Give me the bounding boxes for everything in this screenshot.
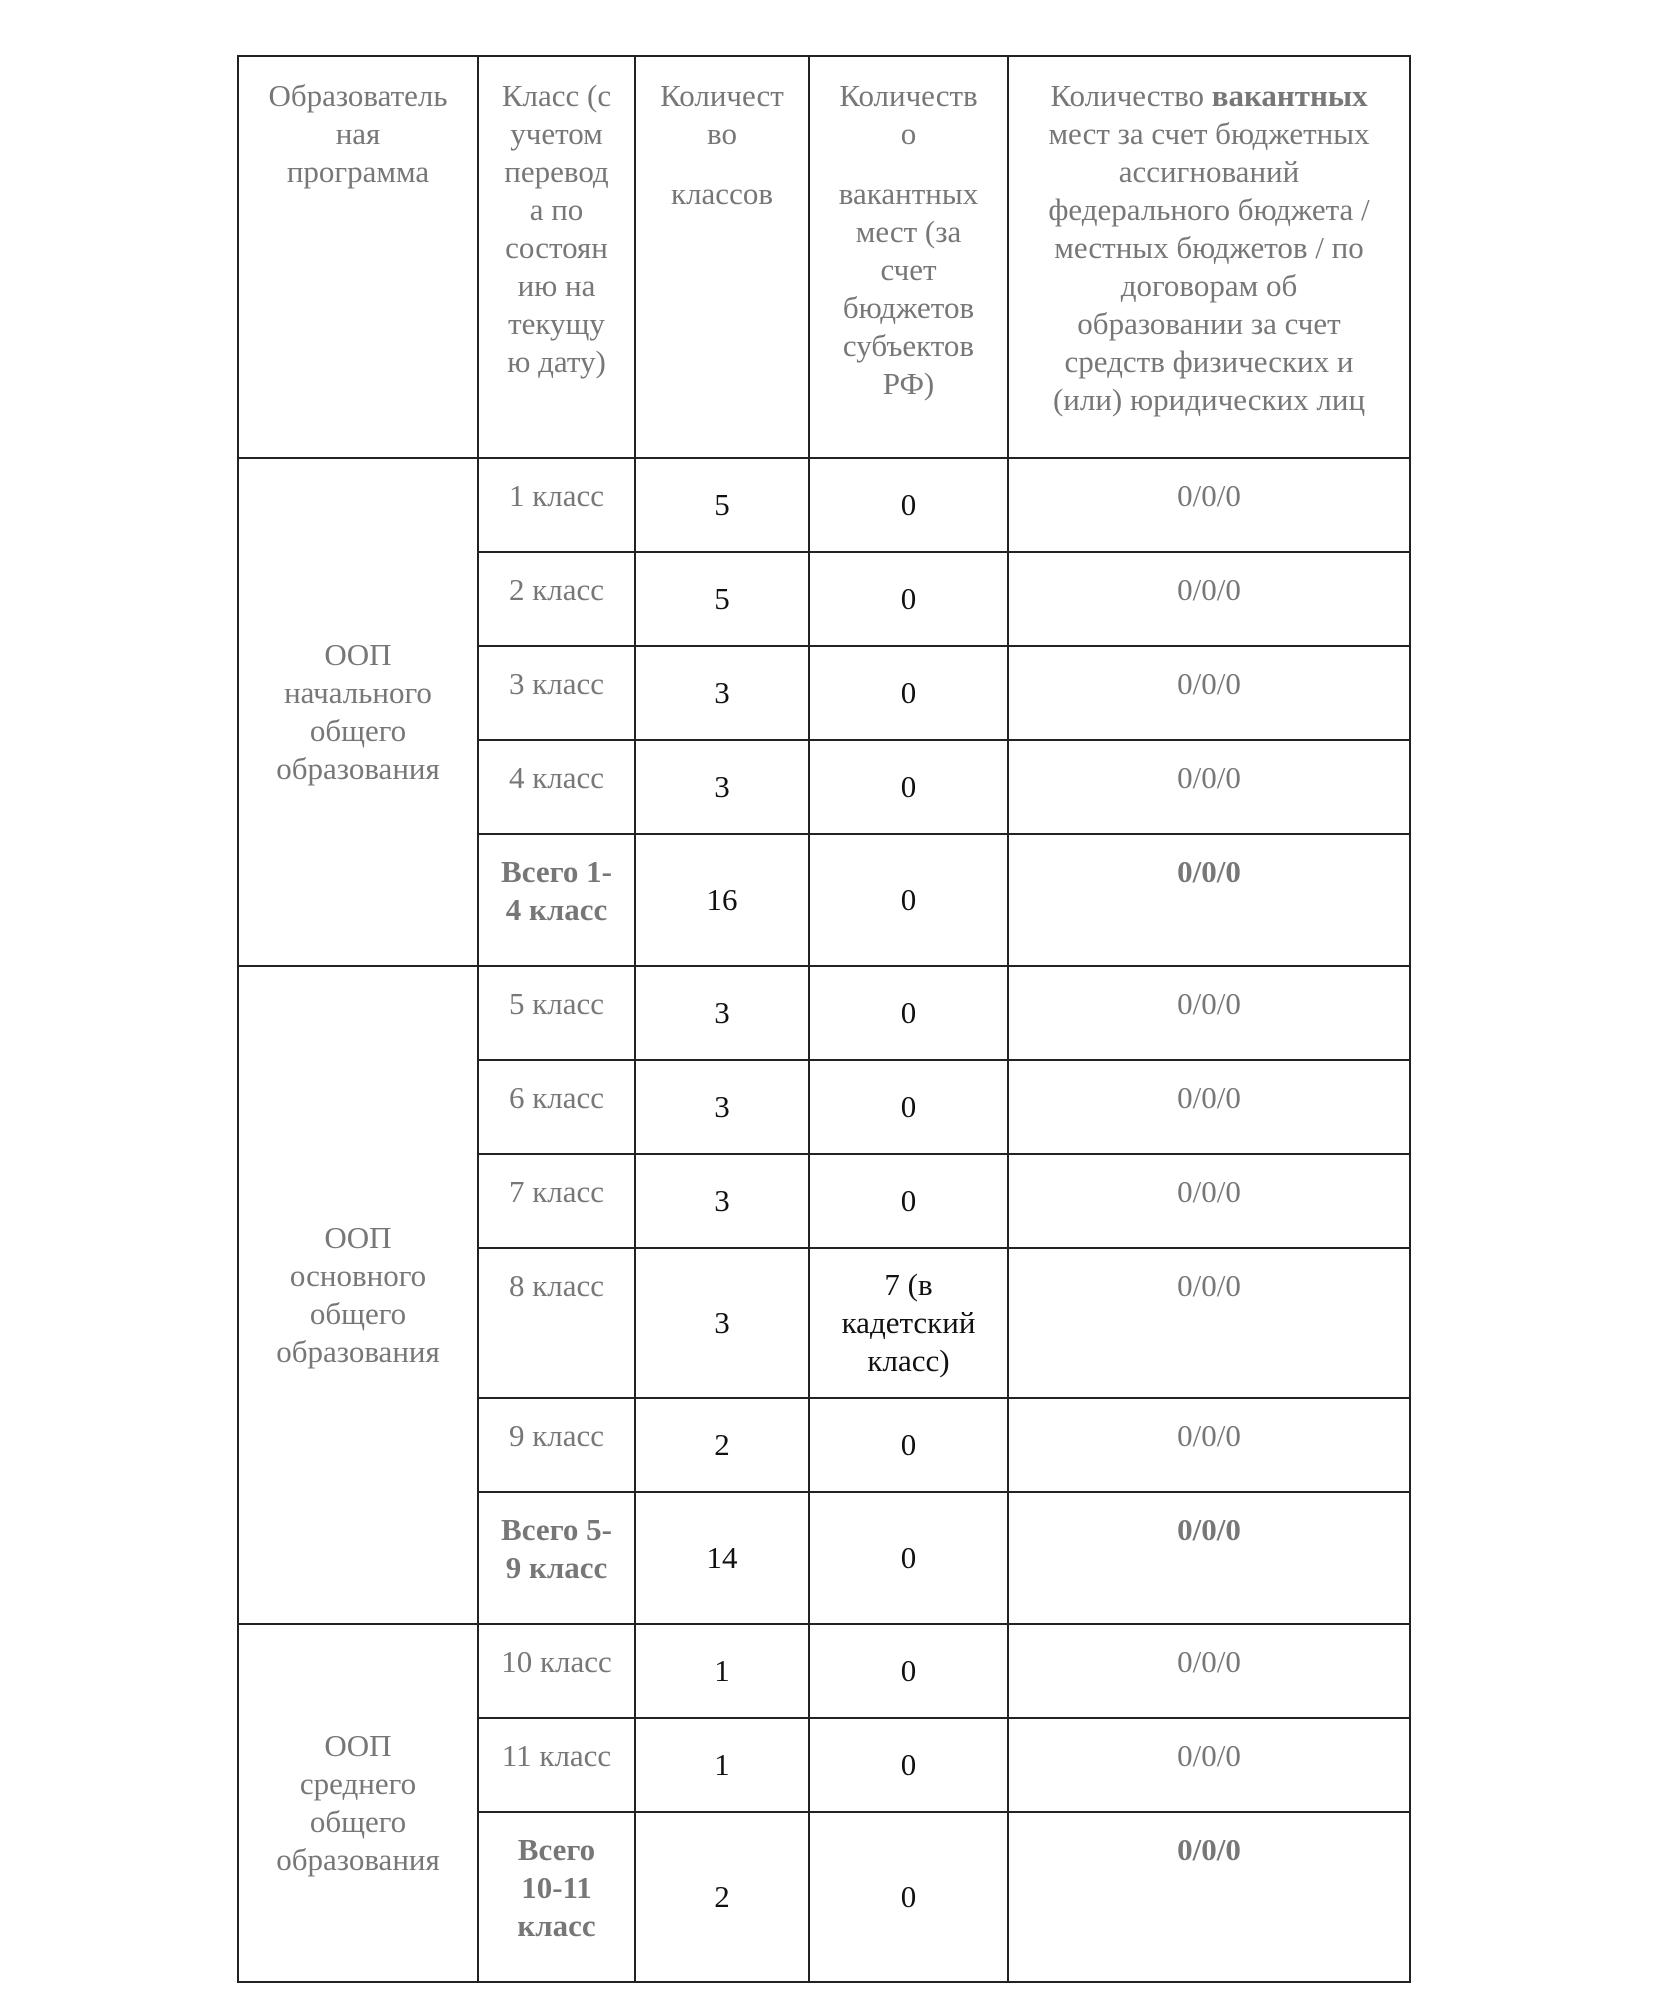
class-count-cell: 5 [635,552,809,646]
cell-line: Всего 5- [501,1512,612,1547]
other-vacancies-cell: 0/0/0 [1008,1492,1410,1624]
regional-vacancies-cell [809,1154,1008,1248]
header-line: договорам об [1120,268,1298,303]
header-line: средств физических и [1064,344,1354,379]
table-row [238,966,1410,1060]
table-body [238,56,1410,1982]
grade-cell [478,1718,635,1812]
other-vacancies-cell: 0/0/0 [1008,834,1410,966]
grade-cell [478,1060,635,1154]
header-line: федерального бюджета / [1048,192,1370,227]
header-line: мест (за [855,214,962,249]
cell-line: основного [289,1258,427,1293]
class-count-cell: 5 [635,458,809,552]
cell-line: 6 класс [508,1080,605,1115]
cell-line: 4 класс [505,892,608,927]
regional-vacancies-cell [809,966,1008,1060]
cell-line: кадетский [841,1305,976,1340]
program-cell [238,1624,478,1982]
cell-line: общего [309,713,407,748]
header-line: мест за счет бюджетных [1048,116,1370,151]
header-line: во [707,116,737,151]
header-text: Количество [1050,78,1212,113]
grade-cell [478,1398,635,1492]
grade-cell [478,1492,635,1624]
other-vacancies-cell: 0/0/0 [1008,740,1410,834]
grade-cell [478,1812,635,1982]
cell-line: Всего [517,1832,596,1867]
class-count-cell: 2 [635,1398,809,1492]
class-count-cell: 3 [635,646,809,740]
cell-line: 7 (в [884,1267,933,1302]
cell-line: Всего 1- [501,854,612,889]
header-line: учетом [510,116,603,151]
grade-cell [478,1154,635,1248]
cell-line: 0 [900,1427,917,1462]
class-count-cell: 16 [635,834,809,966]
cell-line: среднего [299,1766,417,1801]
cell-line: общего [309,1296,407,1331]
cell-line: 1 класс [508,478,605,513]
header-line: о [900,116,917,151]
cell-line: 11 класс [501,1738,612,1773]
regional-vacancies-cell [809,1398,1008,1492]
cell-line: 7 класс [508,1174,605,1209]
cell-line: 0 [900,1089,917,1124]
regional-vacancies-cell [809,1492,1008,1624]
cell-line: общего [309,1804,407,1839]
table-row [238,458,1410,552]
cell-line: 5 класс [508,986,605,1021]
regional-vacancies-cell [809,1718,1008,1812]
header-line: Класс (с [501,78,612,113]
header-line: субъектов [842,328,975,363]
regional-vacancies-cell [809,1624,1008,1718]
class-count-cell: 2 [635,1812,809,1982]
header-program [238,56,478,458]
other-vacancies-cell: 0/0/0 [1008,966,1410,1060]
header-other-vacancies [1008,56,1410,458]
other-vacancies-cell: 0/0/0 [1008,1812,1410,1982]
header-line: счет [880,252,937,287]
other-vacancies-cell: 0/0/0 [1008,1624,1410,1718]
grade-cell [478,552,635,646]
cell-line: 9 класс [508,1418,605,1453]
header-line: классов [671,176,773,211]
other-vacancies-cell: 0/0/0 [1008,1248,1410,1398]
cell-line: 0 [900,1540,917,1575]
cell-line: ООП [324,1728,392,1763]
other-vacancies-cell: 0/0/0 [1008,1154,1410,1248]
regional-vacancies-cell [809,740,1008,834]
header-line: ная [335,116,381,151]
other-vacancies-cell: 0/0/0 [1008,552,1410,646]
cell-line: класс) [867,1343,950,1378]
table-row [238,1624,1410,1718]
header-line: состоян [505,230,608,265]
header-line: ию на [517,268,596,303]
header-bold-text: вакантных [1211,78,1368,113]
class-count-cell: 14 [635,1492,809,1624]
grade-cell [478,646,635,740]
class-count-cell: 3 [635,740,809,834]
header-regional-vacancies [809,56,1008,458]
regional-vacancies-cell [809,1812,1008,1982]
cell-line: начального [284,675,432,710]
cell-line: 0 [900,769,917,804]
header-line: Образователь [268,78,448,113]
class-count-cell: 3 [635,1060,809,1154]
header-line: бюджетов [842,290,975,325]
grade-cell [478,1624,635,1718]
cell-line: 0 [900,1183,917,1218]
grade-cell [478,966,635,1060]
cell-line: 4 класс [508,760,605,795]
header-line: (или) юридических лиц [1052,382,1366,417]
cell-line: 0 [900,882,917,917]
cell-line: ООП [324,1220,392,1255]
cell-line: 0 [900,581,917,616]
cell-line: 9 класс [505,1550,608,1585]
header-line: Количеств [839,78,978,113]
cell-line: 8 класс [508,1268,605,1303]
header-class-count [635,56,809,458]
header-line: образовании за счет [1077,306,1341,341]
cell-line: 0 [900,995,917,1030]
cell-line: 2 класс [508,572,605,607]
cell-line: образования [276,1334,440,1369]
header-line: текущу [508,306,605,341]
regional-vacancies-cell [809,646,1008,740]
other-vacancies-cell: 0/0/0 [1008,1060,1410,1154]
cell-line: 0 [900,675,917,710]
header-line: вакантных [838,176,979,211]
cell-line: 0 [900,1879,917,1914]
header-line [1009,77,1409,115]
cell-line: 0 [900,1747,917,1782]
class-count-cell: 1 [635,1718,809,1812]
cell-line: 10-11 [521,1870,592,1905]
header-grade [478,56,635,458]
grade-cell [478,1248,635,1398]
regional-vacancies-cell [809,1060,1008,1154]
cell-line: класс [517,1908,596,1943]
cell-line: 0 [900,487,917,522]
header-line: а по [529,192,584,227]
header-line: ю дату) [507,344,606,379]
cell-line: 0 [900,1653,917,1688]
regional-vacancies-cell [809,834,1008,966]
program-cell [238,458,478,966]
other-vacancies-cell: 0/0/0 [1008,646,1410,740]
program-cell [238,966,478,1624]
header-row [238,56,1410,458]
header-line: РФ) [882,366,935,401]
grade-cell [478,834,635,966]
header-line: программа [286,154,430,189]
header-line: местных бюджетов / по [1054,230,1364,265]
cell-line: образования [276,1842,440,1877]
class-count-cell: 3 [635,1248,809,1398]
class-count-cell: 3 [635,966,809,1060]
grade-cell [478,740,635,834]
cell-line: 3 класс [508,666,605,701]
other-vacancies-cell: 0/0/0 [1008,458,1410,552]
vacancies-table [237,55,1411,1983]
cell-line: ООП [324,637,392,672]
header-line: перевод [504,154,609,189]
class-count-cell: 1 [635,1624,809,1718]
other-vacancies-cell: 0/0/0 [1008,1398,1410,1492]
cell-line: 10 класс [501,1644,612,1679]
header-line: Количест [660,78,784,113]
regional-vacancies-cell [809,458,1008,552]
regional-vacancies-cell [809,552,1008,646]
grade-cell [478,458,635,552]
cell-line: образования [276,751,440,786]
header-line: ассигнований [1118,154,1300,189]
class-count-cell: 3 [635,1154,809,1248]
regional-vacancies-cell [809,1248,1008,1398]
other-vacancies-cell: 0/0/0 [1008,1718,1410,1812]
